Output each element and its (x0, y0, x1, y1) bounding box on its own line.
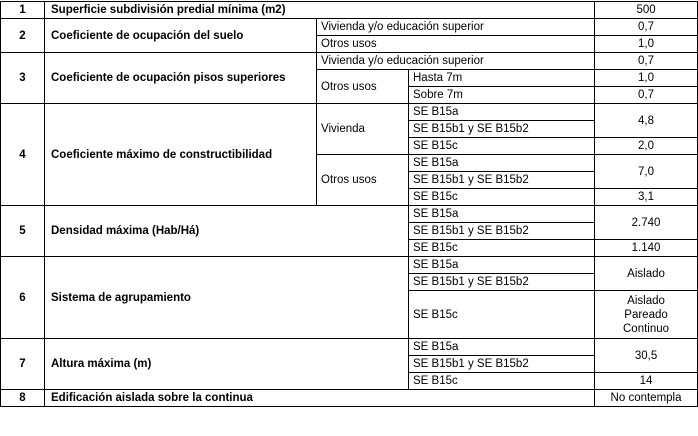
row-number: 2 (1, 19, 45, 53)
zone-label: SE B15b1 y SE B15b2 (409, 356, 595, 373)
table-row (1, 19, 698, 36)
zone-label: SE B15c (409, 138, 595, 155)
zone-label: SE B15c (409, 291, 595, 339)
row-number: 3 (1, 53, 45, 104)
row-number: 5 (1, 206, 45, 257)
row-value: 0,7 (595, 19, 698, 36)
zone-label: SE B15c (409, 189, 595, 206)
row-value: No contempla (595, 390, 698, 407)
row-label (45, 53, 317, 104)
row-value: 0,7 (595, 87, 698, 104)
table-row (1, 2, 698, 19)
use-label: Vivienda (317, 104, 409, 155)
row-label-text: Coeficiente de ocupación pisos superiores (51, 72, 286, 84)
row-value: 0,7 (595, 53, 698, 70)
row-label: Superficie subdivisión predial mínima (m2) (45, 2, 595, 19)
use-label: Otros usos (317, 155, 409, 206)
table-row (1, 390, 698, 407)
row-value: 30,5 (595, 339, 698, 373)
row-label-text: Coeficiente máximo de constructibilidad (51, 148, 273, 161)
row-number: 7 (1, 339, 45, 390)
zone-label: SE B15a (409, 257, 595, 274)
value-line: Continuo (623, 322, 670, 335)
zone-label: SE B15a (409, 339, 595, 356)
zone-label: SE B15b1 y SE B15b2 (409, 172, 595, 189)
row-value: 1.140 (595, 240, 698, 257)
row-value: 1,0 (595, 70, 698, 87)
use-label: Vivienda y/o educación superior (317, 19, 595, 36)
row-value: 7,0 (595, 155, 698, 189)
table-row (1, 339, 698, 356)
row-value: 2.740 (595, 206, 698, 240)
row-label: Densidad máxima (Hab/Há) (45, 206, 409, 257)
height-range: Hasta 7m (409, 70, 595, 87)
row-label (45, 104, 317, 206)
row-label: Coeficiente de ocupación del suelo (45, 19, 317, 53)
zone-label: SE B15a (409, 206, 595, 223)
row-value: 14 (595, 373, 698, 390)
zone-label: SE B15b1 y SE B15b2 (409, 223, 595, 240)
height-range: Sobre 7m (409, 87, 595, 104)
row-value: 3,1 (595, 189, 698, 206)
row-number: 1 (1, 2, 45, 19)
table-row (1, 53, 698, 70)
value-line: Pareado (624, 308, 668, 321)
zone-label: SE B15b1 y SE B15b2 (409, 121, 595, 138)
row-value: 1,0 (595, 36, 698, 53)
row-label: Altura máxima (m) (45, 339, 409, 390)
row-value (595, 291, 698, 339)
row-value: 2,0 (595, 138, 698, 155)
norms-table (0, 1, 698, 407)
row-value: 500 (595, 2, 698, 19)
row-number: 8 (1, 390, 45, 407)
row-value: 4,8 (595, 104, 698, 138)
row-label: Sistema de agrupamiento (45, 257, 409, 339)
row-number: 4 (1, 104, 45, 206)
value-line: Aislado (627, 294, 665, 307)
zone-label: SE B15c (409, 240, 595, 257)
zone-label: SE B15b1 y SE B15b2 (409, 274, 595, 291)
row-number: 6 (1, 257, 45, 339)
table-row (1, 104, 698, 121)
use-label: Otros usos (317, 36, 595, 53)
row-value: Aislado (595, 257, 698, 291)
table-row (1, 257, 698, 274)
row-label: Edificación aislada sobre la continua (45, 390, 595, 407)
zone-label: SE B15a (409, 104, 595, 121)
table-row (1, 206, 698, 223)
zone-label: SE B15c (409, 373, 595, 390)
use-label: Otros usos (317, 70, 409, 104)
use-label: Vivienda y/o educación superior (317, 53, 595, 70)
zone-label: SE B15a (409, 155, 595, 172)
